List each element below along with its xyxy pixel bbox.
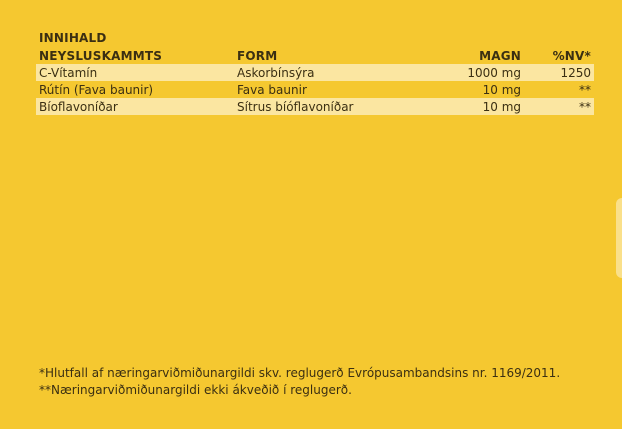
table-row [36,81,594,98]
table-row [36,98,594,115]
column-header-nrv: %NV* [552,48,591,63]
ingredient-nrv: ** [524,98,594,115]
ingredient-name: Bíoflavoníðar [36,98,234,115]
column-header-amount: MAGN [479,48,521,63]
ingredient-form: Sítrus bíóflavoníðar [234,98,440,115]
ingredient-name: C-Vítamín [36,64,234,81]
ingredient-nrv: 1250 [524,64,594,81]
table-row [36,64,594,81]
edge-decoration [616,198,622,278]
ingredient-form: Fava baunir [237,82,307,97]
footnote-nrv: *Hlutfall af næringarviðmiðunargildi skv. reglugerð Evrópusambandsins nr. 1169/2011. [39,366,561,380]
ingredient-amount: 10 mg [440,98,524,115]
ingredients-panel [36,32,594,115]
column-header-serving: NEYSLUSKAMMTS [39,48,163,63]
ingredients-table [36,47,594,115]
footnote-undetermined: **Næringarviðmiðunargildi ekki ákveðið í reglugerð. [39,383,352,397]
ingredient-amount: 10 mg [482,82,521,97]
ingredient-nrv: ** [579,82,591,97]
column-header-form: FORM [237,48,278,63]
table-title: INNIHALD [39,31,107,45]
ingredient-form: Askorbínsýra [234,64,440,81]
ingredient-amount: 1000 mg [440,64,524,81]
table-header-row [36,47,594,64]
footnotes [39,365,560,399]
ingredient-name: Rútín (Fava baunir) [39,82,154,97]
